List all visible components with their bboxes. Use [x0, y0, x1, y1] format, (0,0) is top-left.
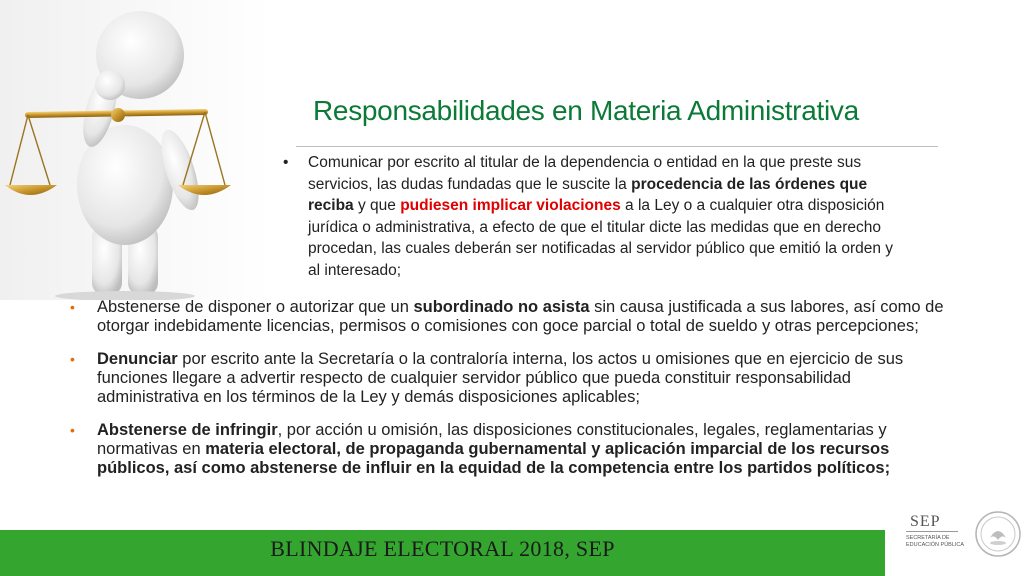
text-segment: y que	[353, 197, 401, 215]
figure-with-scales-illustration	[0, 0, 272, 300]
bullet-marker: •	[70, 299, 75, 315]
bold-segment: subordinado no asista	[413, 298, 590, 316]
bold-segment: procedencia de las órdenes que reciba	[308, 175, 868, 215]
bullet-marker: •	[70, 351, 75, 367]
red-emphasis-segment: pudiesen implicar violaciones	[400, 197, 621, 215]
footer-title: BLINDAJE ELECTORAL 2018, SEP	[270, 536, 615, 561]
text-segment: sin causa justificada a sus labores, así como de otorgar indebidamente licencias, permisos o comisiones con goce parcial o total de sueldo y otras percepciones;	[97, 298, 944, 335]
slide-title: Responsabilidades en Materia Administrativa	[313, 95, 859, 126]
sep-logo-subtitle: SECRETARÍA DE EDUCACIÓN PÚBLICA	[906, 535, 965, 548]
bold-segment: Denunciar	[97, 350, 178, 368]
text-segment: , por acción u omisión, las disposiciones constitucionales, legales, reglamentarias y normativas en	[97, 421, 887, 458]
text-segment: por escrito ante la Secretaría o la contraloría interna, los actos u omisiones que en ejercicio de sus funciones llegare a advertir respecto de cualquier servidor público que pueda constituir responsabilidad administrativa en los términos de la Ley y demás disposiciones aplicables;	[97, 350, 904, 406]
bold-segment: Abstenerse de infringir	[97, 421, 278, 439]
mexico-seal-icon	[974, 510, 1022, 558]
list-item-subordinado	[70, 298, 950, 336]
text-segment: Comunicar por escrito al titular de la dependencia o entidad en la que preste sus servicios, las dudas fundadas que le suscite la	[308, 154, 862, 193]
bullet-list	[70, 298, 950, 492]
sep-logo-acronym: SEP	[910, 513, 941, 530]
sep-logo-divider	[906, 531, 958, 532]
title-divider	[296, 146, 938, 147]
list-item-denunciar	[70, 350, 950, 407]
text-segment: Abstenerse de disponer o autorizar que un	[97, 298, 414, 316]
text-segment: a la Ley o a cualquier otra disposición jurídica o administrativa, a efecto de que el titular dicte las medidas que en derecho procedan, las cuales deberán ser notificadas al servidor público que emitió la orden y al interesado;	[308, 197, 894, 279]
list-item-infringir	[70, 421, 950, 478]
bold-segment: materia electoral, de propaganda gubernamental y aplicación imparcial de los recursos públicos, así como abstenerse de influir en la equidad de la competencia entre los partidos políticos;	[97, 440, 891, 477]
bullet-marker: •	[70, 422, 75, 438]
top-bullet-text	[308, 152, 908, 282]
bullet-marker: •	[283, 154, 289, 171]
